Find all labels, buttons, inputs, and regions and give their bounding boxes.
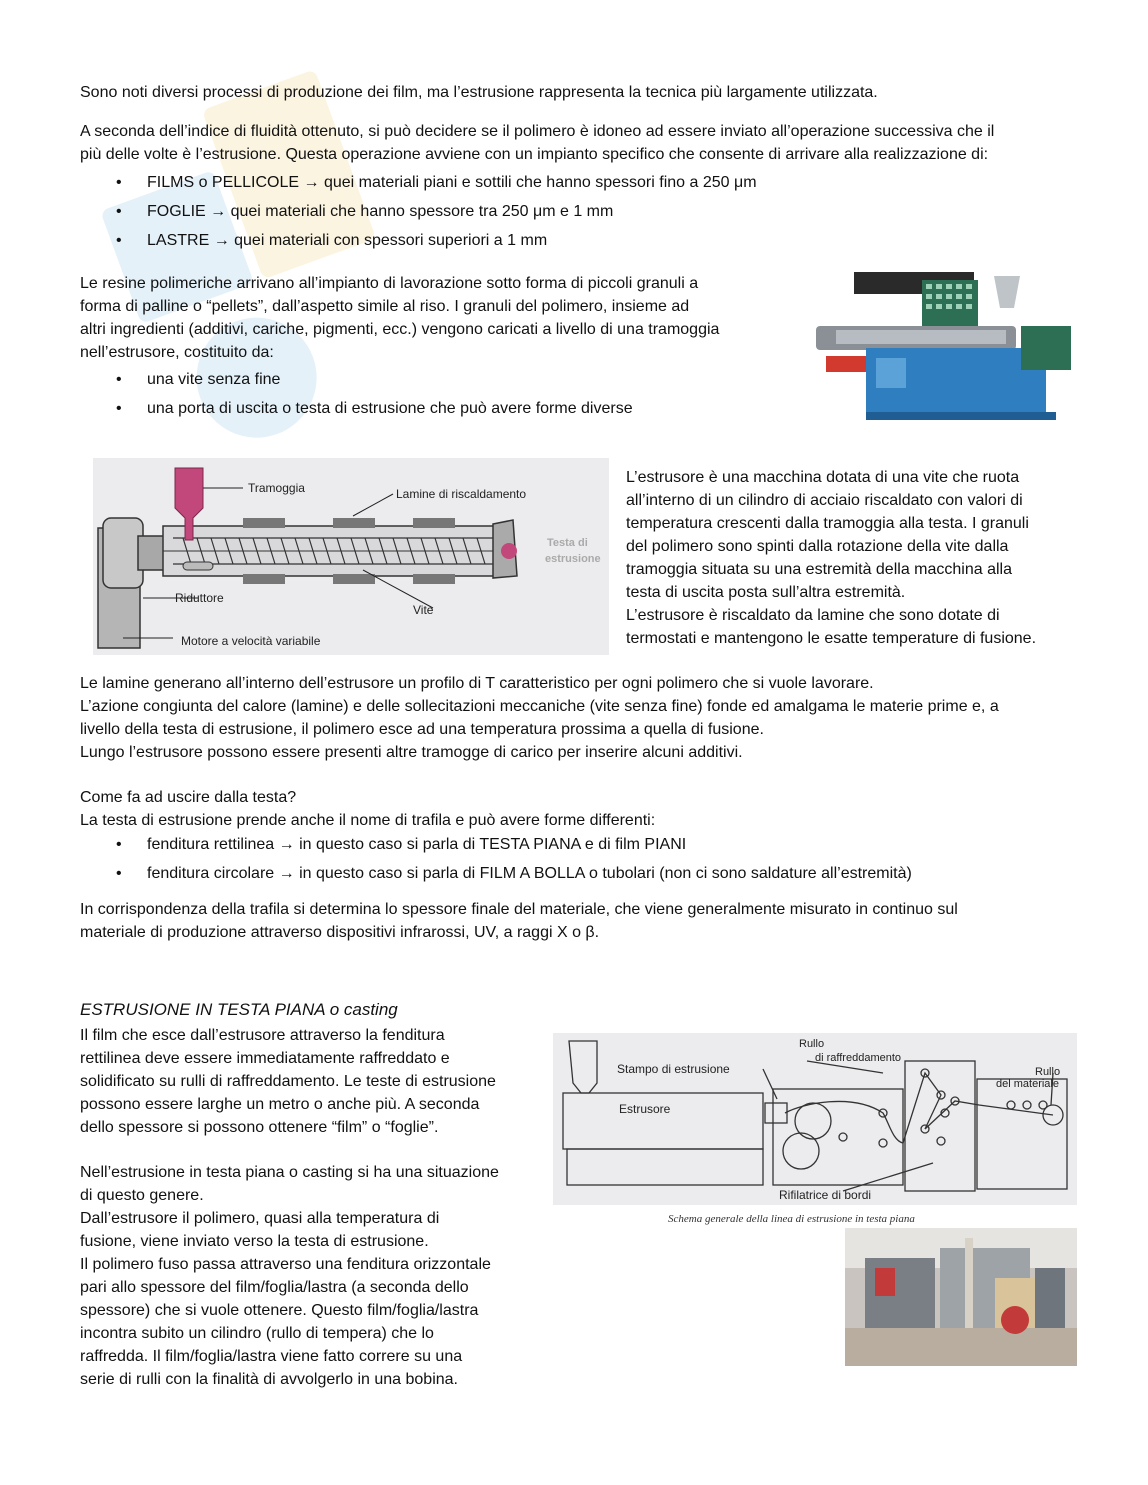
casting-line-diagram bbox=[553, 1033, 1077, 1205]
fluidity-line-1: A seconda dell’indice di fluidità ottenuto, si può decidere se il polimero è idoneo ad essere inviato all’operazione successiva che il bbox=[80, 123, 995, 140]
casting-diagram-caption: Schema generale della linea di estrusione in testa piana bbox=[668, 1213, 915, 1225]
text-line: pari allo spessore del film/foglia/lastra (a seconda dello bbox=[80, 1279, 469, 1296]
label-estrusore: Estrusore bbox=[619, 1102, 671, 1116]
extruder-schematic-diagram bbox=[93, 458, 609, 655]
text-line: del polimero sono spinti dalla rotazione della vite dalla bbox=[626, 538, 1009, 555]
casting-line-photo bbox=[845, 1228, 1077, 1366]
text-line: testa di uscita posta sull’altra estremità. bbox=[626, 584, 906, 601]
label-rifilatrice: Rifilatrice di bordi bbox=[779, 1188, 872, 1202]
watermark-logo bbox=[70, 40, 450, 500]
label-rullo-raff-2: di raffreddamento bbox=[815, 1052, 902, 1064]
text-line: all’interno di un cilindro di acciaio riscaldato con valori di bbox=[626, 492, 1023, 509]
text-line: spessore) che si vuole ottenere. Questo film/foglia/lastra bbox=[80, 1302, 479, 1319]
extruder-machine-photo bbox=[806, 268, 1078, 426]
text-line: incontra subito un cilindro (rullo di tempera) che lo bbox=[80, 1325, 434, 1342]
text-line: tramoggia situata su una estremità della macchina alla bbox=[626, 561, 1012, 578]
text-line: temperatura crescenti dalla tramoggia alla testa. I granuli bbox=[626, 515, 1029, 532]
text-line: Nell’estrusione in testa piana o casting si ha una situazione bbox=[80, 1164, 499, 1181]
text-line: termostati e mantengono le esatte temperature di fusione. bbox=[626, 630, 1037, 647]
text-line: Il film che esce dall’estrusore attraverso la fenditura bbox=[80, 1027, 445, 1044]
list-item: • FOGLIE → quei materiali che hanno spessore tra 250 μm e 1 mm bbox=[80, 200, 980, 229]
list-item: • LASTRE → quei materiali con spessori superiori a 1 mm bbox=[80, 229, 980, 258]
text-line: Le resine polimeriche arrivano all’impianto di lavorazione sotto forma di piccoli granuli a bbox=[80, 275, 699, 292]
label-tramoggia: Tramoggia bbox=[248, 481, 305, 495]
text-line: L’azione congiunta del calore (lamine) e delle sollecitazioni meccaniche (vite senza fine) fonde ed amalgama le materie prime e, a bbox=[80, 698, 999, 715]
text-line: altri ingredienti (additivi, cariche, pigmenti, ecc.) vengono caricati a livello di una tramoggia bbox=[80, 321, 720, 338]
text-line: fusione, viene inviato verso la testa di estrusione. bbox=[80, 1233, 429, 1250]
text-line: raffredda. Il film/foglia/lastra viene fatto correre su una bbox=[80, 1348, 463, 1365]
text-line: Le lamine generano all’interno dell’estrusore un profilo di T caratteristico per ogni polimero che si vuole lavorare. bbox=[80, 675, 874, 692]
head-paragraph bbox=[80, 786, 1080, 832]
label-riduttore: Riduttore bbox=[175, 591, 224, 605]
label-stampo: Stampo di estrusione bbox=[617, 1062, 730, 1076]
section-title: ESTRUSIONE IN TESTA PIANA o casting bbox=[80, 1000, 398, 1019]
casting-paragraph-2 bbox=[80, 1161, 540, 1391]
text-line: nell’estrusore, costituito da: bbox=[80, 344, 274, 361]
text-line: In corrispondenza della trafila si determina lo spessore finale del materiale, che viene generalmente misurato in continuo sul bbox=[80, 901, 958, 918]
casting-paragraph-1 bbox=[80, 1024, 540, 1139]
text-line: serie di rulli con la finalità di avvolgerlo in una bobina. bbox=[80, 1371, 458, 1388]
label-motore: Motore a velocità variabile bbox=[181, 634, 321, 648]
label-rullo-raff-1: Rullo bbox=[799, 1038, 825, 1050]
label-vite: Vite bbox=[413, 603, 434, 617]
text-line: L’estrusore è riscaldato da lamine che sono dotate di bbox=[626, 607, 1000, 624]
label-testa-1: Testa di bbox=[547, 537, 588, 549]
intro-paragraph: Sono noti diversi processi di produzione dei film, ma l’estrusione rappresenta la tecnica più largamente utilizzata. bbox=[80, 84, 878, 101]
list-item: • fenditura circolare → in questo caso si parla di FILM A BOLLA o tubolari (non ci sono saldature all’estremità) bbox=[80, 862, 1080, 891]
text-line: L’estrusore è una macchina dotata di una vite che ruota bbox=[626, 469, 1020, 486]
list-item: • FILMS o PELLICOLE → quei materiali piani e sottili che hanno spessori fino a 250 μm bbox=[80, 171, 980, 200]
text-line: dello spessore si possono ottenere “film” o “foglie”. bbox=[80, 1119, 439, 1136]
product-types-list bbox=[80, 171, 980, 258]
text-line: solidificato su rulli di raffreddamento. Le teste di estrusione bbox=[80, 1073, 496, 1090]
resins-paragraph bbox=[80, 272, 800, 364]
text-line: Dall’estrusore il polimero, quasi alla temperatura di bbox=[80, 1210, 440, 1227]
text-line: Il polimero fuso passa attraverso una fenditura orizzontale bbox=[80, 1256, 491, 1273]
fluidity-line-2: più delle volte è l’estrusione. Questa operazione avviene con un impianto specifico che consente di arrivare alla realizzazione di: bbox=[80, 146, 989, 163]
text-line: rettilinea deve essere immediatamente raffreddato e bbox=[80, 1050, 450, 1067]
text-line: livello della testa di estrusione, il polimero esce ad una temperatura prossima a quella di fusione. bbox=[80, 721, 764, 738]
label-testa-2: estrusione bbox=[545, 553, 601, 565]
text-line: Come fa ad uscire dalla testa? bbox=[80, 789, 297, 806]
head-types-list bbox=[80, 833, 1080, 891]
label-rullo-mat-2: del materiale bbox=[996, 1078, 1059, 1090]
text-line: forma di palline o “pellets”, dall’aspetto simile al riso. I granuli del polimero, insieme ad bbox=[80, 298, 690, 315]
label-lamine: Lamine di riscaldamento bbox=[396, 487, 527, 501]
label-rullo-mat-1: Rullo bbox=[1035, 1066, 1061, 1078]
text-line: materiale di produzione attraverso dispositivi infrarossi, UV, a raggi X o β. bbox=[80, 924, 600, 941]
list-item: • una porta di uscita o testa di estrusione che può avere forme diverse bbox=[80, 397, 780, 426]
text-line: possono essere larghe un metro o anche più. A seconda bbox=[80, 1096, 480, 1113]
extruder-parts-list bbox=[80, 368, 780, 426]
lamine-paragraph bbox=[80, 672, 1080, 764]
text-line: Lungo l’estrusore possono essere presenti altre tramogge di carico per inserire alcuni additivi. bbox=[80, 744, 743, 761]
list-item: • fenditura rettilinea → in questo caso si parla di TESTA PIANA e di film PIANI bbox=[80, 833, 1080, 862]
extruder-description bbox=[626, 466, 1126, 650]
text-line: di questo genere. bbox=[80, 1187, 204, 1204]
text-line: La testa di estrusione prende anche il nome di trafila e può avere forme differenti: bbox=[80, 812, 656, 829]
list-item: • una vite senza fine bbox=[80, 368, 780, 397]
thickness-paragraph bbox=[80, 898, 1080, 944]
